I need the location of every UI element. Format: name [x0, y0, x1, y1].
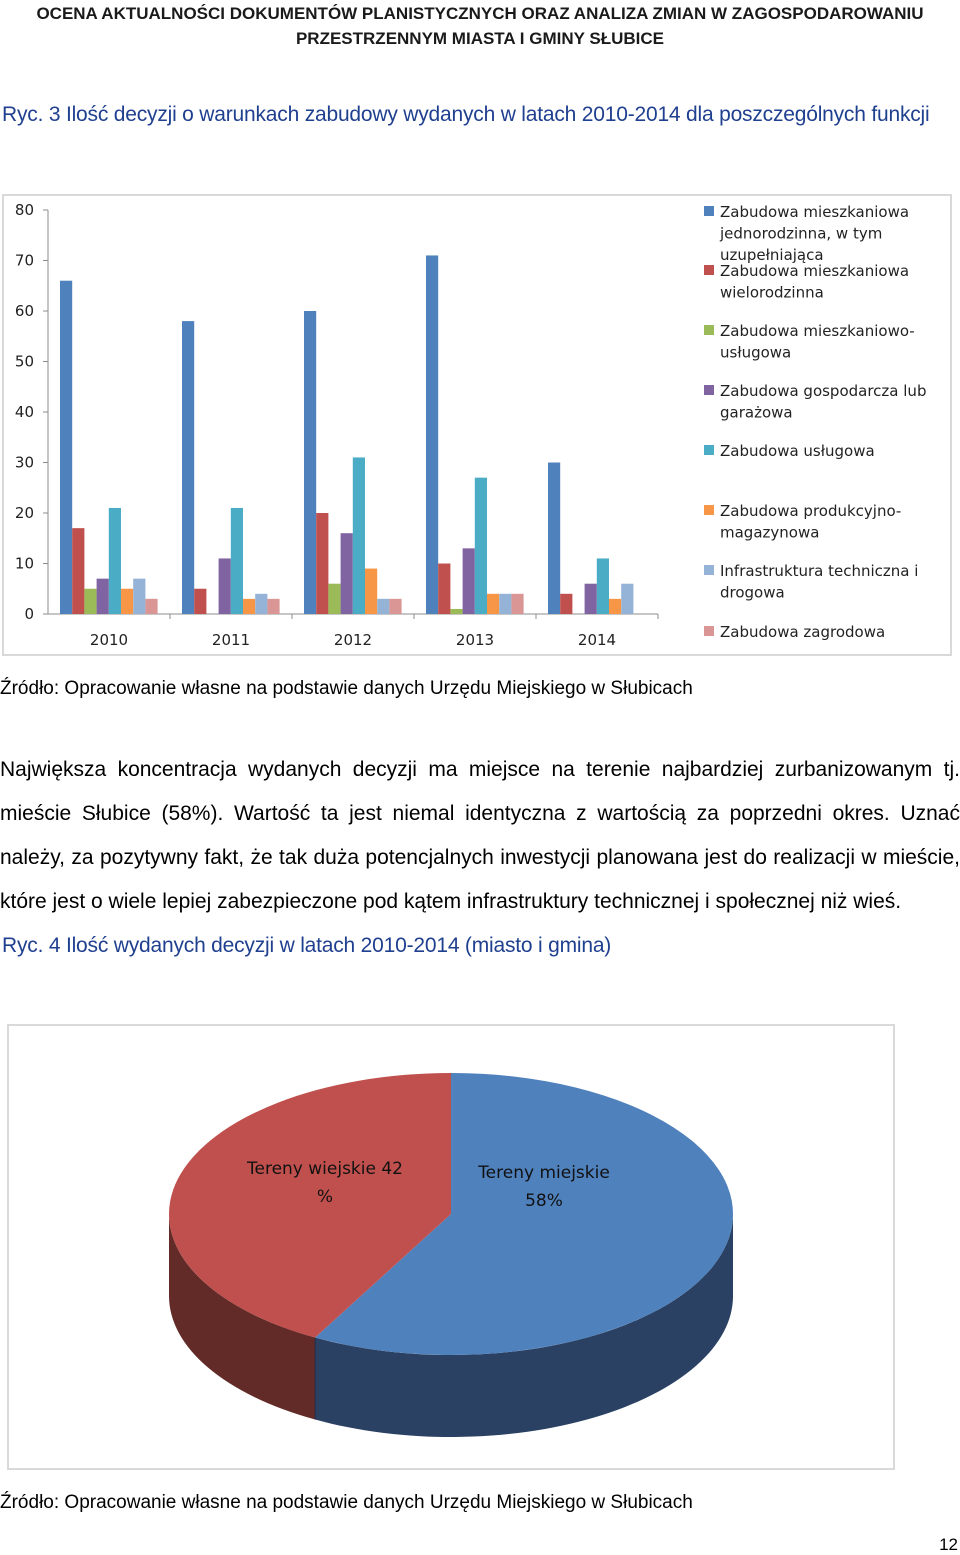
- bar-chart-frame: [2, 194, 952, 656]
- legend-swatch: [704, 325, 714, 335]
- legend-swatch: [704, 445, 714, 455]
- legend-swatch: [704, 505, 714, 515]
- x-tick-label: 2014: [577, 631, 617, 649]
- y-tick-label: 10: [14, 554, 34, 573]
- y-tick-label: 80: [14, 201, 34, 219]
- bar: [304, 311, 316, 614]
- bar: [450, 609, 462, 614]
- bar: [365, 569, 377, 614]
- paragraph-line: mieście Słubice (58%). Wartość ta jest niemal identyczna z wartością za poprzedni okres. Uznać: [0, 802, 960, 825]
- bar: [72, 528, 84, 614]
- paragraph-line: które jest o wiele lepiej zabezpieczone pod kątem infrastruktury technicznej i społecznej niż wieś.: [0, 890, 902, 913]
- pie-slice-label: Tereny wiejskie 42: [247, 1159, 403, 1179]
- bar: [463, 548, 475, 614]
- bar: [621, 584, 633, 614]
- body-paragraph: [0, 748, 960, 924]
- bar: [341, 533, 353, 614]
- bar: [121, 589, 133, 614]
- figure-1-caption: Ryc. 3 Ilość decyzji o warunkach zabudowy wydanych w latach 2010-2014 dla poszczególnych funkcji: [2, 103, 930, 126]
- figure-2-source: Źródło: Opracowanie własne na podstawie danych Urzędu Miejskiego w Słubicach: [0, 1492, 693, 1513]
- bar: [377, 599, 389, 614]
- x-tick-label: 2013: [455, 631, 495, 649]
- bar: [219, 558, 231, 614]
- figure-1-source: Źródło: Opracowanie własne na podstawie danych Urzędu Miejskiego w Słubicach: [0, 678, 693, 699]
- bar: [97, 579, 109, 614]
- legend-label: Zabudowa mieszkaniowa: [720, 203, 910, 221]
- pie-chart: [9, 1026, 893, 1468]
- bar: [133, 579, 145, 614]
- x-tick-label: 2010: [89, 631, 129, 649]
- bar: [548, 463, 560, 615]
- bar: [585, 584, 597, 614]
- legend-label: magazynowa: [720, 523, 820, 542]
- y-tick-label: 20: [14, 504, 34, 522]
- bar: [194, 589, 206, 614]
- bar-chart: [4, 196, 950, 654]
- y-tick-label: 50: [14, 352, 34, 371]
- legend-label: usługowa: [720, 343, 792, 362]
- pie-slice-label: Tereny miejskie: [478, 1163, 610, 1183]
- legend-label: garażowa: [720, 403, 793, 422]
- legend-label: Zabudowa produkcyjno-: [720, 502, 902, 520]
- legend-label: jednorodzinna, w tym: [720, 224, 883, 243]
- legend-label: Infrastruktura techniczna i: [720, 562, 919, 580]
- y-tick-label: 30: [14, 453, 34, 472]
- x-tick-label: 2012: [333, 631, 373, 649]
- x-tick-label: 2011: [211, 631, 251, 649]
- bar: [487, 594, 499, 614]
- bar: [255, 594, 267, 614]
- bar: [267, 599, 279, 614]
- legend-label: Zabudowa zagrodowa: [720, 623, 886, 641]
- legend-label: Zabudowa mieszkaniowo-: [720, 322, 915, 340]
- paragraph-line: Największa koncentracja wydanych decyzji ma miejsce na terenie najbardziej zurbanizowanym tj.: [0, 758, 960, 781]
- bar: [231, 508, 243, 614]
- bar: [145, 599, 157, 614]
- bar: [84, 589, 96, 614]
- bar: [353, 457, 365, 614]
- legend-swatch: [704, 565, 714, 575]
- legend-swatch: [704, 206, 714, 216]
- document-header-line-1: OCENA AKTUALNOŚCI DOKUMENTÓW PLANISTYCZNYCH ORAZ ANALIZA ZMIAN W ZAGOSPODAROWANIU: [36, 4, 924, 23]
- bar: [316, 513, 328, 614]
- y-tick-label: 70: [14, 251, 34, 270]
- paragraph-line: należy, za pozytywny fakt, że tak duża potencjalnych inwestycji planowana jest do realizacji w mieście,: [0, 846, 960, 869]
- legend-label: Zabudowa usługowa: [720, 442, 875, 460]
- bar: [60, 281, 72, 614]
- bar: [243, 599, 255, 614]
- bar: [328, 584, 340, 614]
- legend-swatch: [704, 265, 714, 275]
- bar: [426, 255, 438, 614]
- legend-swatch: [704, 385, 714, 395]
- legend-label: Zabudowa gospodarcza lub: [720, 382, 927, 400]
- figure-2-caption: Ryc. 4 Ilość wydanych decyzji w latach 2010-2014 (miasto i gmina): [2, 934, 612, 957]
- legend-label: uzupełniająca: [720, 246, 824, 264]
- legend-label: drogowa: [720, 583, 785, 602]
- bar: [499, 594, 511, 614]
- page-number: 12: [939, 1535, 958, 1554]
- bar: [475, 478, 487, 614]
- bar: [438, 564, 450, 615]
- pie-chart-frame: [7, 1024, 895, 1470]
- pie-slice-label: 58%: [525, 1191, 563, 1211]
- document-header-line-2: PRZESTRZENNYM MIASTA I GMINY SŁUBICE: [295, 29, 665, 48]
- bar: [597, 558, 609, 614]
- y-tick-label: 40: [14, 403, 34, 421]
- bar: [560, 594, 572, 614]
- bar: [389, 599, 401, 614]
- bar: [109, 508, 121, 614]
- legend-swatch: [704, 626, 714, 636]
- pie-slice-label: %: [316, 1187, 334, 1207]
- legend-label: Zabudowa mieszkaniowa: [720, 262, 910, 280]
- bar: [511, 594, 523, 614]
- bar: [609, 599, 621, 614]
- y-tick-label: 60: [14, 302, 34, 320]
- legend-label: wielorodzinna: [720, 283, 824, 302]
- y-tick-label: 0: [24, 605, 34, 623]
- bar: [182, 321, 194, 614]
